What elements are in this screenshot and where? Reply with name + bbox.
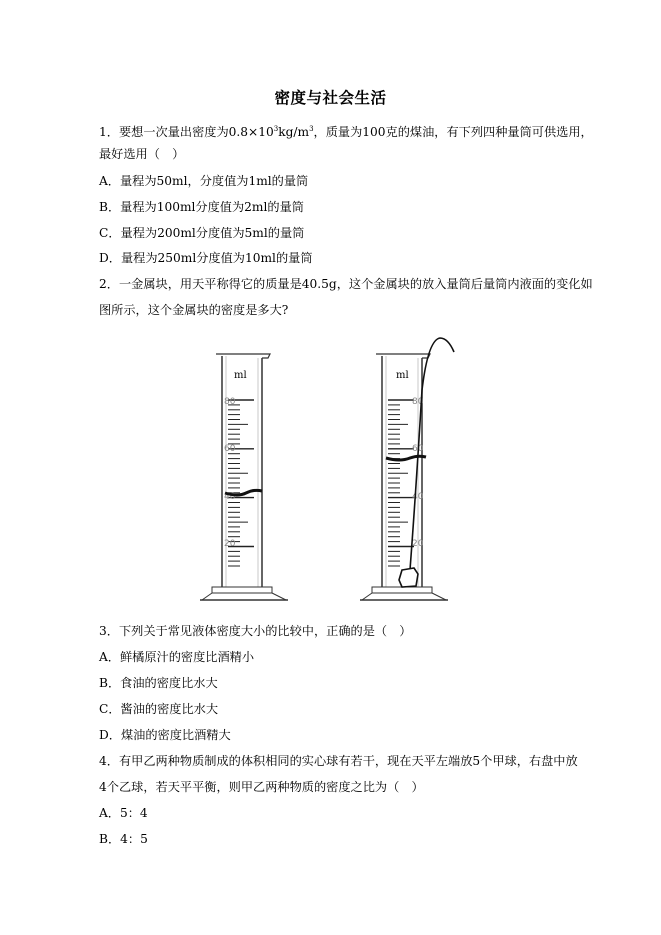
q3-option-c: C．酱油的密度比水大 (99, 702, 219, 716)
q4-option-b: B．4：5 (99, 832, 148, 846)
cylinder-after-tick-label: 40 (412, 492, 424, 502)
page-title: 密度与社会生活 (274, 88, 387, 107)
q3-stem: 3．下列关于常见液体密度大小的比较中，正确的是（ ） (99, 624, 412, 638)
q1-option-c: C．量程为200ml分度值为5ml的量筒 (99, 226, 305, 240)
q1-option-d: D．量程为250ml分度值为10ml的量筒 (99, 251, 313, 265)
cylinder-before-tick-label: 80 (224, 397, 236, 407)
cylinder-after-unit: ml (396, 370, 409, 381)
q4-option-a: A．5：4 (99, 806, 148, 820)
graduated-cylinders-figure (190, 330, 480, 605)
cylinder-before (200, 354, 288, 600)
q1-stem: 1．要想一次量出密度为$0.8\times 10^3kg/m^3$，质量为100克的煤油，有下列四种量筒可供选用， (99, 125, 593, 139)
cylinder-before-tick-label: 60 (224, 444, 236, 454)
cylinder-after-tick-label: 60 (412, 444, 424, 454)
cylinder-after-tick-label: 20 (412, 539, 424, 549)
q2-stem-line2: 图所示，这个金属块的密度是多大? (99, 303, 289, 317)
cylinder-after-tick-label: 80 (412, 397, 424, 407)
liquid-level-after (386, 456, 426, 460)
q3-option-b: B．食油的密度比水大 (99, 676, 218, 690)
q4-stem-line1: 4．有甲乙两种物质制成的体积相同的实心球有若干，现在天平左端放5个甲球，右盘中放 (99, 754, 578, 768)
q1-option-a: A．量程为50ml，分度值为1ml的量筒 (99, 174, 309, 188)
q2-stem-line1: 2．一金属块，用天平称得它的质量是40.5g，这个金属块的放入量筒后量筒内液面的变化如 (99, 277, 593, 291)
cylinder-after (360, 338, 454, 600)
q4-stem-line2: 4个乙球，若天平平衡，则甲乙两种物质的密度之比为（ ） (99, 780, 424, 794)
cylinder-before-tick-label: 40 (224, 492, 236, 502)
metal-block (399, 568, 418, 587)
cylinder-before-unit: ml (234, 370, 247, 381)
q3-option-a: A．鲜橘原汁的密度比酒精小 (99, 650, 255, 664)
thread (410, 338, 454, 570)
q3-option-d: D．煤油的密度比酒精大 (99, 728, 231, 742)
q1-stem-line2: 最好选用（ ） (99, 147, 185, 161)
cylinder-before-tick-label: 20 (224, 539, 236, 549)
q1-option-b: B．量程为100ml分度值为2ml的量筒 (99, 200, 304, 214)
